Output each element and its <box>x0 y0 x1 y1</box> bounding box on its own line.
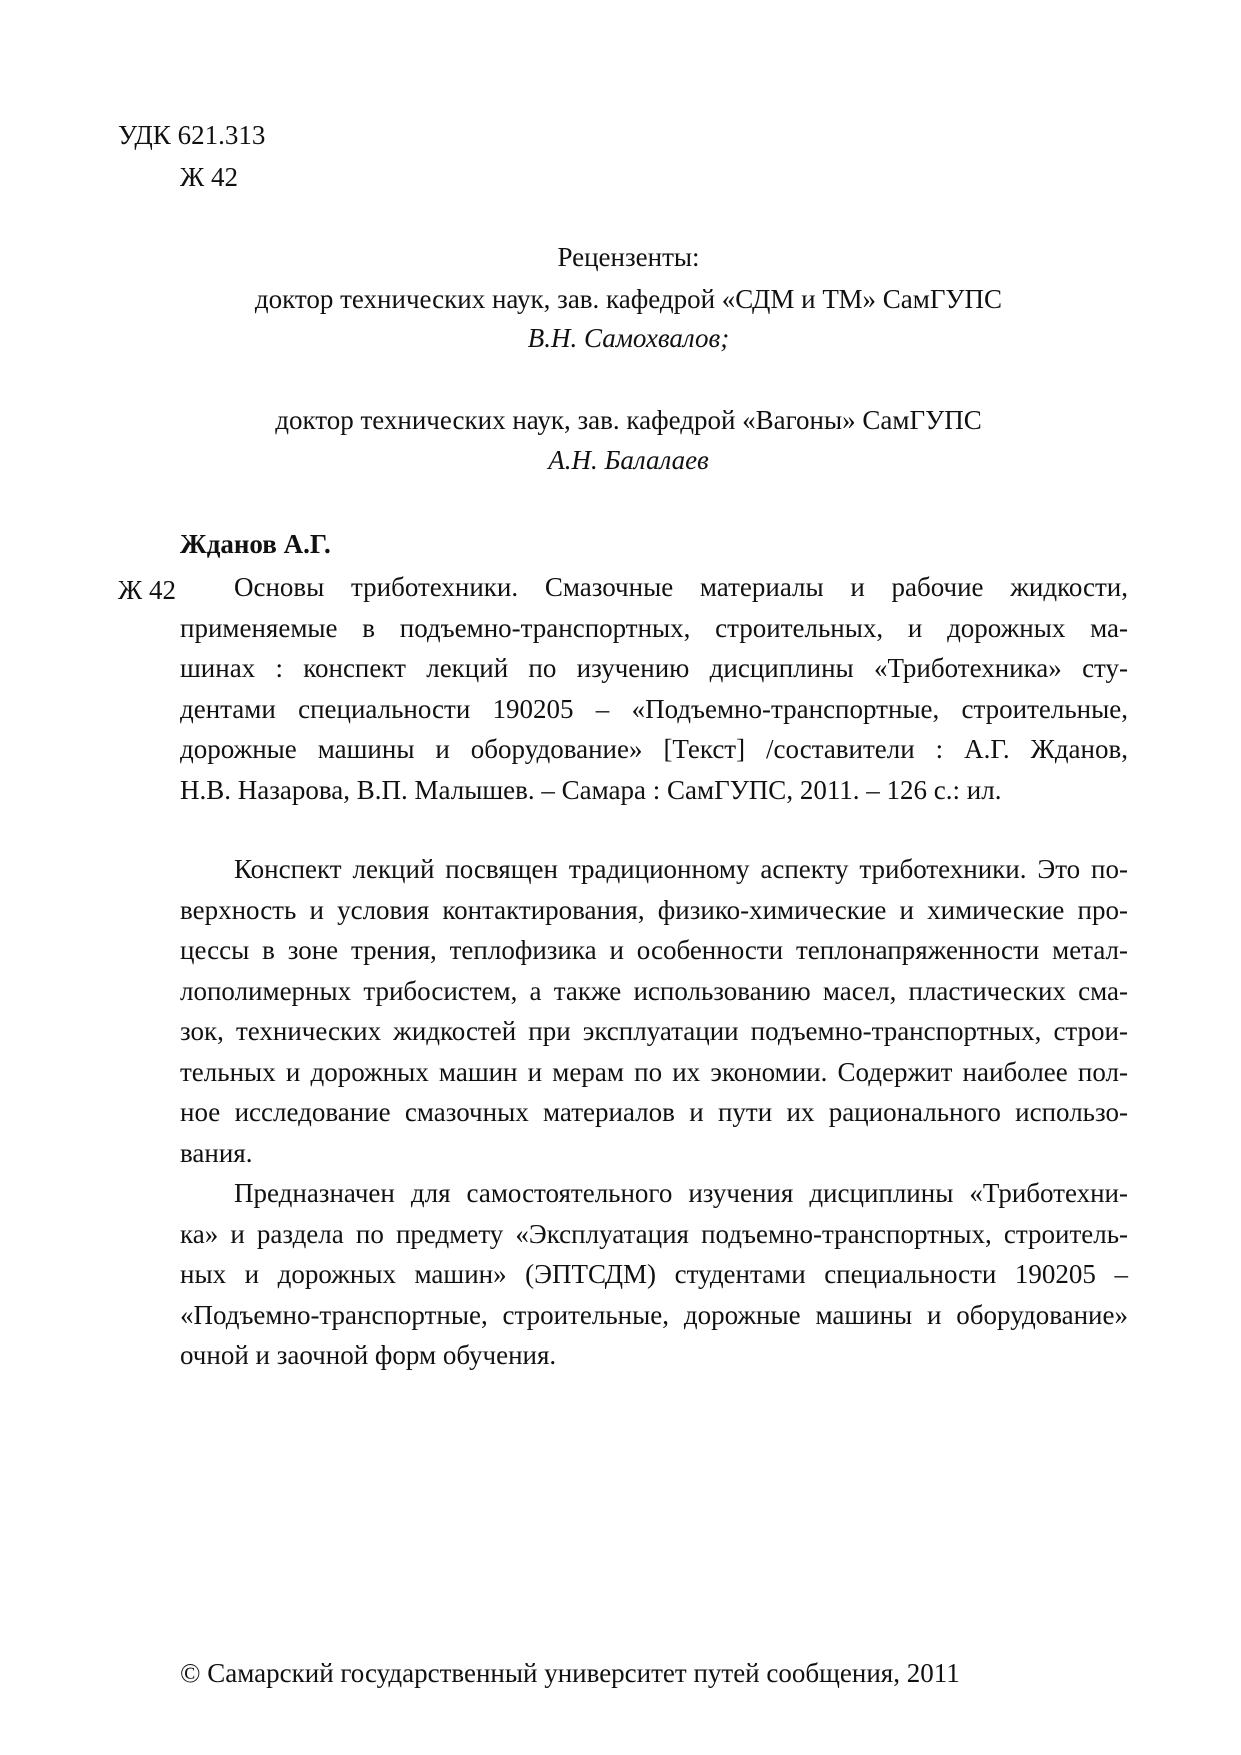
abstract-paragraph-2 <box>180 1173 1128 1376</box>
bibliographic-description <box>180 567 1128 810</box>
abstract-line: зок, технических жидкостей при эксплуатации подъемно-транспортных, строи- <box>180 1016 1128 1046</box>
abstract-line: Конспект лекций посвящен традиционному аспекту триботехники. Это по- <box>234 854 1128 884</box>
abstract-line: верхность и условия контактирования, физико-химические и химические про- <box>180 894 1128 925</box>
bib-line: шинах : конспект лекций по изучению дисциплины «Триботехника» сту- <box>180 653 1128 683</box>
abstract-paragraph-1 <box>180 849 1128 1173</box>
author-name: Жданов А.Г. <box>180 529 331 559</box>
abstract-line: «Подъемно-транспортные, строительные, дорожные машины и оборудование» <box>180 1299 1128 1330</box>
bib-line: дорожные машины и оборудование» [Текст] /составители : А.Г. Жданов, <box>180 734 1128 764</box>
abstract-line: тельных и дорожных машин и мерам по их экономии. Содержит наиболее пол- <box>180 1056 1128 1087</box>
abstract-line: вания. <box>180 1137 253 1168</box>
abstract-line: ное исследование смазочных материалов и пути их рационального использо- <box>180 1097 1128 1127</box>
author-code: Ж 42 <box>118 575 176 605</box>
bib-line: применяемые в подъемно-транспортных, строительных, и дорожных ма- <box>180 612 1128 643</box>
reviewers-heading: Рецензенты: <box>557 242 700 272</box>
reviewer2-position: доктор технических наук, зав. кафедрой «Вагоны» СамГУПС <box>275 405 982 435</box>
abstract-line: цессы в зоне трения, теплофизика и особенности теплонапряженности метал- <box>180 935 1128 965</box>
abstract-line: лополимерных трибосистем, а также использованию масел, пластических сма- <box>180 975 1128 1006</box>
abstract-line: ных и дорожных машин» (ЭПТСДМ) студентами специальности 190205 – <box>180 1259 1128 1289</box>
abstract-line: очной и заочной форм обучения. <box>180 1340 557 1370</box>
bbk-code: Ж 42 <box>180 162 238 192</box>
abstract-line: Предназначен для самостоятельного изучения дисциплины «Триботехни- <box>234 1178 1128 1208</box>
reviewer2-name: А.Н. Балалаев <box>548 445 709 475</box>
bib-line: дентами специальности 190205 – «Подъемно-транспортные, строительные, <box>180 693 1128 724</box>
bib-line: Основы триботехники. Смазочные материалы и рабочие жидкости, <box>234 572 1128 602</box>
udk-code: УДК 621.313 <box>118 120 266 150</box>
bib-line: Н.В. Назарова, В.П. Малышев. – Самара : СамГУПС, 2011. – 126 с.: ил. <box>180 774 1002 805</box>
copyright-notice: © Самарский государственный университет путей сообщения, 2011 <box>180 1658 960 1688</box>
reviewer1-name: В.Н. Самохвалов; <box>527 323 730 353</box>
abstract-line: ка» и раздела по предмету «Эксплуатация подъемно-транспортных, строитель- <box>180 1218 1128 1249</box>
reviewer1-position: доктор технических наук, зав. кафедрой «СДМ и ТМ» СамГУПС <box>254 284 1003 314</box>
